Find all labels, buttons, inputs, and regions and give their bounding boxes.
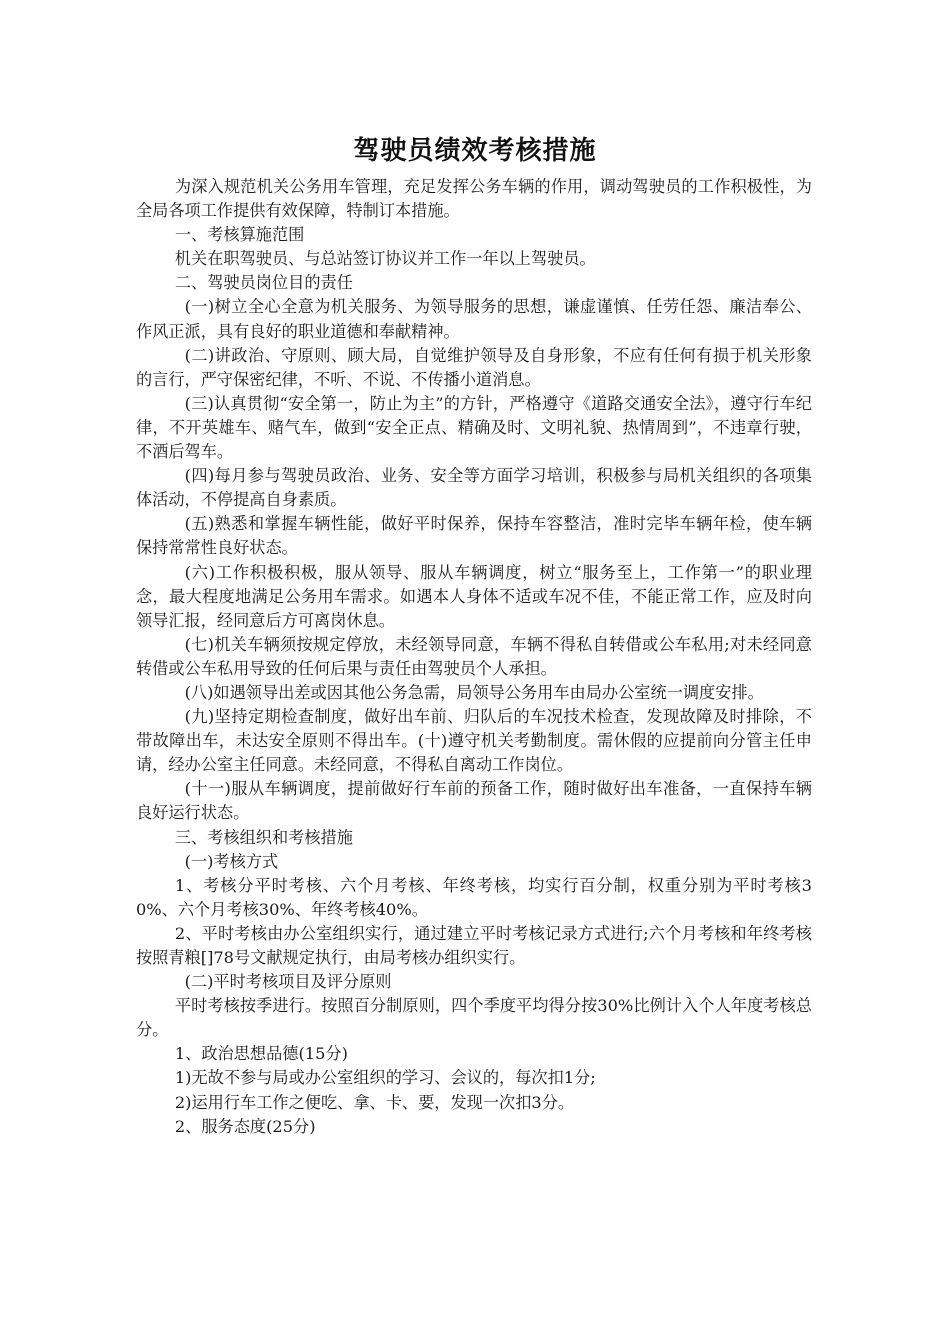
section-heading: 三、考核组织和考核措施 (174, 827, 353, 847)
section-heading: 一、考核算施范围 (174, 225, 305, 245)
responsibility-item: (二)讲政治、守原则、顾大局，自觉维护领导及自身形象，不应有任何有损于机关形象的言行，严守保密纪律，不听、不说、不传播小道消息。 (136, 345, 812, 389)
subsection-heading: (一)考核方式 (184, 851, 279, 871)
section-heading: 二、驾驶员岗位目的责任 (174, 273, 353, 293)
scoring-heading: 1、政治思想品德(15分) (174, 1044, 348, 1064)
document-title: 驾驶员绩效考核措施 (353, 136, 597, 166)
scoring-rule: 1)无故不参与局或办公室组织的学习、会议的，每次扣1分; (174, 1068, 596, 1088)
scoring-heading: 2、服务态度(25分) (174, 1116, 316, 1136)
responsibility-item: (一)树立全心全意为机关服务、为领导服务的思想，谦虚谨慎、任劳任怨、廉洁奉公、作风正派，具有良好的职业道德和奉献精神。 (136, 297, 812, 341)
responsibility-item: (五)熟悉和掌握车辆性能，做好平时保养，保持车容整洁，准时完毕车辆年检，使车辆保持常常性良好状态。 (136, 514, 812, 558)
responsibility-item: (三)认真贯彻“安全第一，防止为主”的方针，严格遵守《道路交通安全法》，遵守行车纪律，不开英雄车、赌气车，做到“安全正点、精确及时、文明礼貌、热情周到”，不违章行驶，不酒后驾车。 (136, 393, 812, 462)
document-body (136, 175, 812, 1139)
paragraph: 1、考核分平时考核、六个月考核、年终考核，均实行百分制，权重分别为平时考核30%、六个月考核30%、年终考核40%。 (136, 875, 812, 919)
responsibility-item: (九)坚持定期检查制度，做好出车前、归队后的车况技术检查，发现故障及时排除，不带故障出车，未达安全原则不得出车。(十)遵守机关考勤制度。需休假的应提前向分管主任申请，经办公室主任同意。未经同意，不得私自离动工作岗位。 (136, 707, 812, 775)
responsibility-item: (四)每月参与驾驶员政治、业务、安全等方面学习培训，积极参与局机关组织的各项集体活动，不停提高自身素质。 (136, 466, 812, 510)
responsibility-item: (八)如遇领导出差或因其他公务急需，局领导公务用车由局办公室统一调度安排。 (184, 682, 764, 702)
responsibility-item: (十一)服从车辆调度，提前做好行车前的预备工作，随时做好出车准备，一直保持车辆良好运行状态。 (136, 779, 812, 823)
subsection-heading: (二)平时考核项目及评分原则 (184, 972, 392, 992)
responsibility-item: (七)机关车辆须按规定停放，未经领导同意，车辆不得私自转借或公车私用;对未经同意转借或公车私用导致的任何后果与责任由驾驶员个人承担。 (136, 634, 812, 678)
scoring-rule: 2)运用行车工作之便吃、拿、卡、要，发现一次扣3分。 (174, 1092, 575, 1112)
paragraph-intro: 为深入规范机关公务用车管理，充足发挥公务车辆的作用，调动驾驶员的工作积极性，为全局各项工作提供有效保障，特制订本措施。 (136, 177, 812, 221)
paragraph: 2、平时考核由办公室组织实行，通过建立平时考核记录方式进行;六个月考核和年终考核按照青粮[]78号文献规定执行，由局考核办组织实行。 (136, 923, 812, 967)
paragraph: 平时考核按季进行。按照百分制原则，四个季度平均得分按30%比例计入个人年度考核总分。 (136, 996, 812, 1040)
responsibility-item: (六)工作积极积极，服从领导、服从车辆调度，树立“服务至上，工作第一”的职业理念，最大程度地满足公务用车需求。如遇本人身体不适或车况不佳，不能正常工作，应及时向领导汇报，经同意后方可离岗休息。 (136, 562, 812, 630)
paragraph: 机关在职驾驶员、与总站签订协议并工作一年以上驾驶员。 (174, 249, 596, 269)
